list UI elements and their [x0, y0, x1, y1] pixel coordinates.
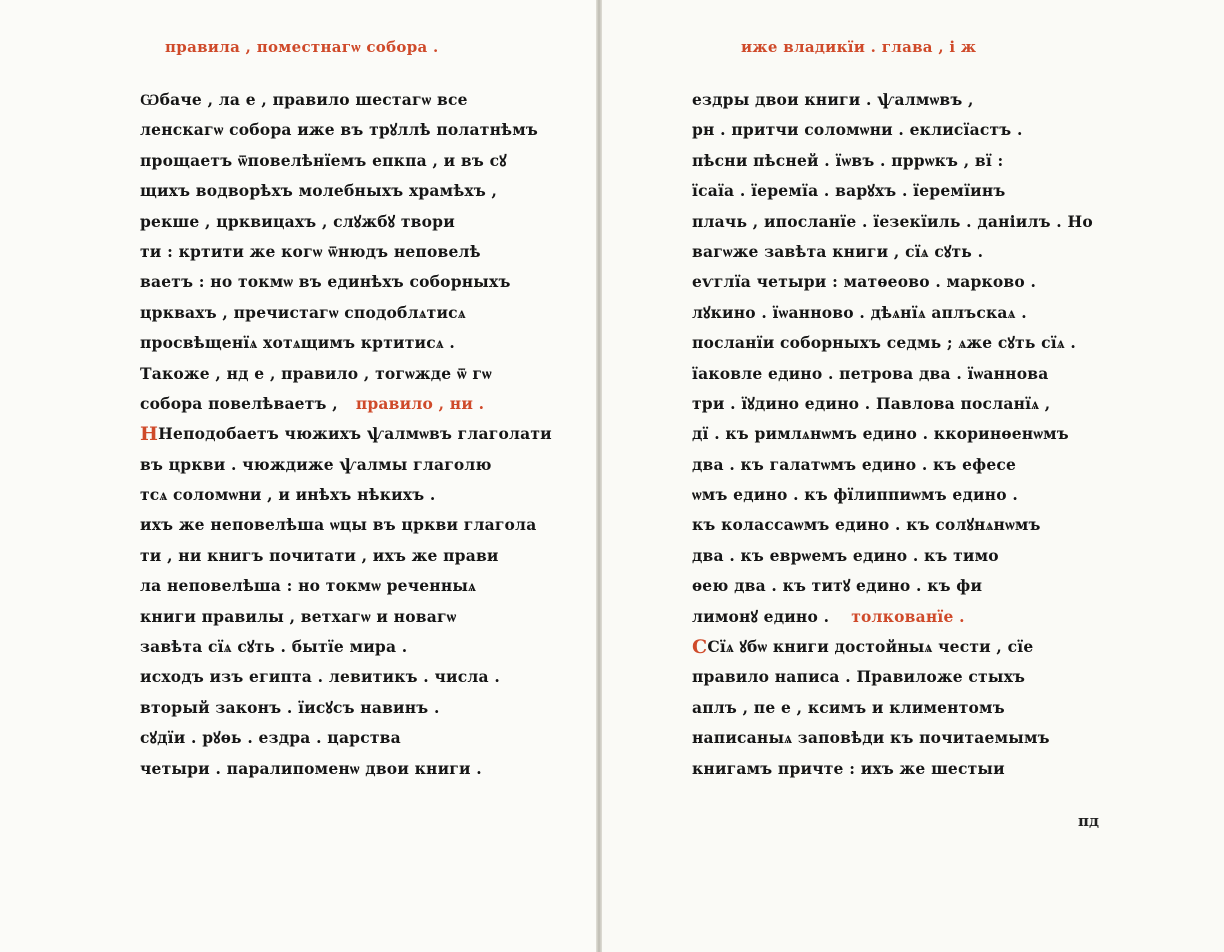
text-line: ти , ни книгъ почитати , ихъ же прави: [140, 545, 499, 565]
text-line: Н Неподобаетъ чюжихъ ѱалмѡвъ глаголати: [140, 419, 532, 449]
text-line: правило написа . Правиложе стыхъ: [692, 667, 1026, 687]
text-line: къ колассаѡмъ едино . къ солꙋнѧнѡмъ: [692, 515, 1041, 535]
left-page-text: [140, 85, 552, 784]
text-line: лимонꙋ едино . толкованїе .: [692, 602, 1088, 632]
page-number: пд: [1078, 812, 1099, 830]
text-line: С Сїѧ ꙋбѡ книги достойныѧ чести , сїе: [692, 632, 1088, 662]
right-page: [602, 0, 1224, 952]
text-line: вторый законъ . їисꙋсъ навинъ .: [140, 697, 440, 717]
text-line: еѵглїа четыри : матѳеово . марково .: [692, 272, 1037, 292]
text-line: исходъ изъ египта . левитикъ . числа .: [140, 667, 500, 687]
text-line: просвѣщенїѧ хотѧщимъ кртитисѧ .: [140, 333, 456, 353]
text-line: лꙋкино . їѡанново . дѣѧнїѧ аплъскаѧ .: [692, 302, 1027, 322]
text-line: їсаїа . їеремїа . варꙋхъ . їеремїинъ: [692, 181, 1006, 201]
running-header-left: правила , поместнагѡ собора .: [165, 38, 439, 56]
left-page: [0, 0, 598, 952]
text-line: книгамъ причте : ихъ же шестыи: [692, 758, 1005, 778]
text-line: ѡмъ едино . къ фїлиппиѡмъ едино .: [692, 485, 1018, 505]
text-line: ти : кртити же когѡ ѿнюдъ неповелѣ: [140, 241, 481, 261]
text-line: ленскагѡ собора иже въ трꙋллѣ полатнѣмъ: [140, 120, 539, 140]
text-line: црквахъ , пречистагѡ сподоблѧтисѧ: [140, 302, 466, 322]
text-line: два . къ галатѡмъ едино . къ ефесе: [692, 454, 1017, 474]
text-line: собора повелѣваетъ , правило , ни .: [140, 389, 532, 419]
initial-letter-left: Н: [140, 423, 159, 446]
text-line: книги правилы , ветхагѡ и новагѡ: [140, 606, 457, 626]
text-line: їаковле едино . петрова два . їѡаннова: [692, 363, 1049, 383]
text-line: сꙋдїи . рꙋѳь . ездра . царства: [140, 728, 401, 748]
text-line: посланїи соборныхъ седмь ; ѧже сꙋть сїѧ .: [692, 333, 1077, 353]
text-line: Такоже , нд е , правило , тогѡжде ѿ гѡ: [140, 363, 492, 383]
text-line: ваетъ : но токмѡ въ единѣхъ соборныхъ: [140, 272, 511, 292]
text-line: четыри . паралипоменѡ двои книги .: [140, 758, 482, 778]
text-line: щихъ водворѣхъ молебныхъ храмѣхъ ,: [140, 181, 498, 201]
text-line: въ цркви . чюждиже ѱалмы глаголю: [140, 454, 492, 474]
rubric-left: правило , ни .: [355, 393, 485, 413]
text-line: завѣта сїѧ сꙋть . бытїе мира .: [140, 637, 408, 657]
rubric-right: толкованїе .: [851, 606, 965, 626]
text-line: ла неповелѣша : но токмѡ реченныѧ: [140, 576, 477, 596]
text-line: ездры двои книги . ѱалмѡвъ ,: [692, 90, 974, 109]
text-line: прощаетъ ѿповелѣнїемъ епкпа , и въ сꙋ: [140, 150, 507, 170]
text-line: Ѡбаче , ла е , правило шестагѡ все: [140, 90, 468, 109]
running-header-right: иже владикїи . глава , і ж: [741, 38, 977, 56]
text-line: ихъ же неповелѣша ѡцы въ цркви глагола: [140, 515, 537, 535]
text-line: аплъ , пе е , ксимъ и климентомъ: [692, 697, 1005, 717]
text-line: рн . притчи соломѡни . еклисїастъ .: [692, 120, 1023, 140]
text-line: пѣсни пѣсней . їѡвъ . пррѡкъ , вї :: [692, 150, 1004, 170]
text-line: дї . къ римлѧнѡмъ едино . ккоринѳенѡмъ: [692, 424, 1069, 444]
text-line: рекше , црквицахъ , слꙋжбꙋ твори: [140, 211, 455, 231]
text-line: тсѧ соломѡни , и инѣхъ нѣкихъ .: [140, 485, 436, 505]
text-line: ѳею два . къ титꙋ едино . къ фи: [692, 576, 983, 596]
text-line: написаныѧ заповѣди къ почитаемымъ: [692, 728, 1050, 748]
text-line: два . къ еврѡемъ едино . къ тимо: [692, 545, 999, 565]
text-line: вагѡже завѣта книги , сїѧ сꙋть .: [692, 241, 984, 261]
text-line: три . їꙋдино едино . Павлова посланїѧ ,: [692, 393, 1051, 413]
initial-letter-right: С: [692, 636, 708, 659]
right-page-text: [692, 85, 1093, 784]
text-line: плачь , ипосланїе . їезекїиль . даніилъ . Но: [692, 211, 1093, 231]
